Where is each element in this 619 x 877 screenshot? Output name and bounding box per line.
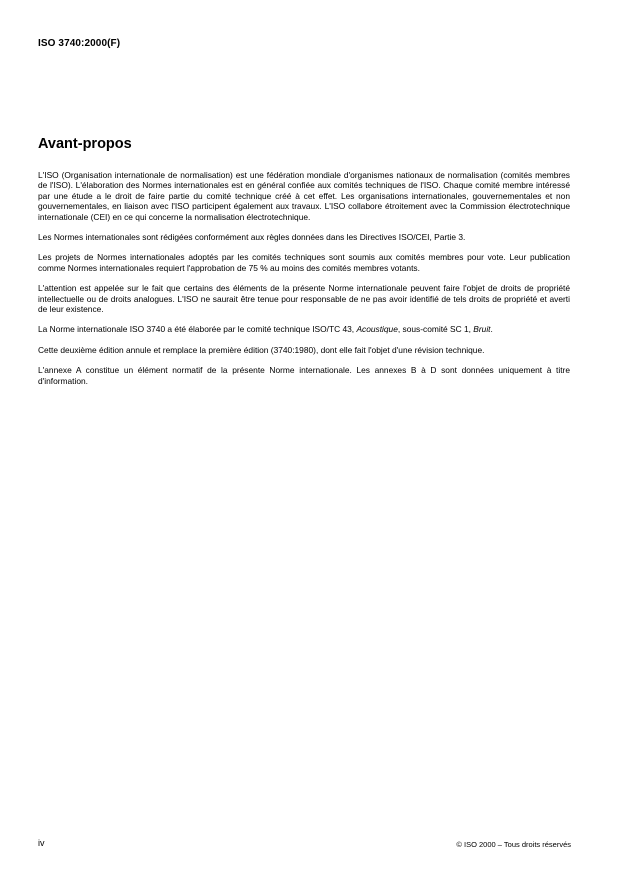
page-title: Avant-propos: [38, 136, 132, 152]
paragraph-edition: Cette deuxième édition annule et remplace la première édition (3740:1980), dont elle fait l'objet d'une révision technique.: [38, 344, 485, 355]
committee-text-part3: .: [490, 324, 493, 335]
foreword-body: [38, 170, 570, 396]
paragraph-patent-rights: L'attention est appelée sur le fait que certains des éléments de la présente Norme internationale peuvent faire l'objet de droits de propriété intellectuelle ou de droits analogues. L'ISO ne saurait être tenue pour responsable de ne pas avoir identifié de tels droits de propriété et averti de leur existence.: [38, 283, 570, 315]
document-reference: ISO 3740:2000(F): [38, 38, 121, 49]
committee-text-part1: La Norme internationale ISO 3740 a été élaborée par le comité technique ISO/TC 43,: [38, 324, 357, 335]
committee-text-part2: , sous-comité SC 1,: [397, 324, 474, 335]
paragraph-committee: [38, 324, 570, 334]
page-number: iv: [38, 838, 45, 848]
paragraph-annexes: L'annexe A constitue un élément normatif de la présente Norme internationale. Les annexes B à D sont données uniquement à titre d'information.: [38, 365, 570, 386]
paragraph-voting: Les projets de Normes internationales adoptés par les comités techniques sont soumis aux comités membres pour vote. Leur publication comme Normes internationales requiert l'approbation de 75 % au moins des comités membres votants.: [38, 252, 570, 273]
paragraph-iso-organisation: L'ISO (Organisation internationale de normalisation) est une fédération mondiale d'organismes nationaux de normalisation (comités membres de l'ISO). L'élaboration des Normes internationales est en général confiée aux comités techniques de l'ISO. Chaque comité membre intéressé par une étude a le droit de faire partie du comité technique créé à cet effet. Les organisations internationales, gouvernementales et non gouvernementales, en liaison avec l'ISO participent également aux travaux. L'ISO collabore étroitement avec la Commission électrotechnique internationale (CEI) en ce qui concerne la normalisation électrotechnique.: [38, 170, 570, 222]
subcommittee-name: Bruit: [473, 324, 491, 335]
copyright-notice: © ISO 2000 – Tous droits réservés: [456, 840, 571, 849]
paragraph-directives: Les Normes internationales sont rédigées conformément aux règles données dans les Directives ISO/CEI, Partie 3.: [38, 232, 466, 243]
committee-name: Acoustique: [356, 324, 398, 335]
